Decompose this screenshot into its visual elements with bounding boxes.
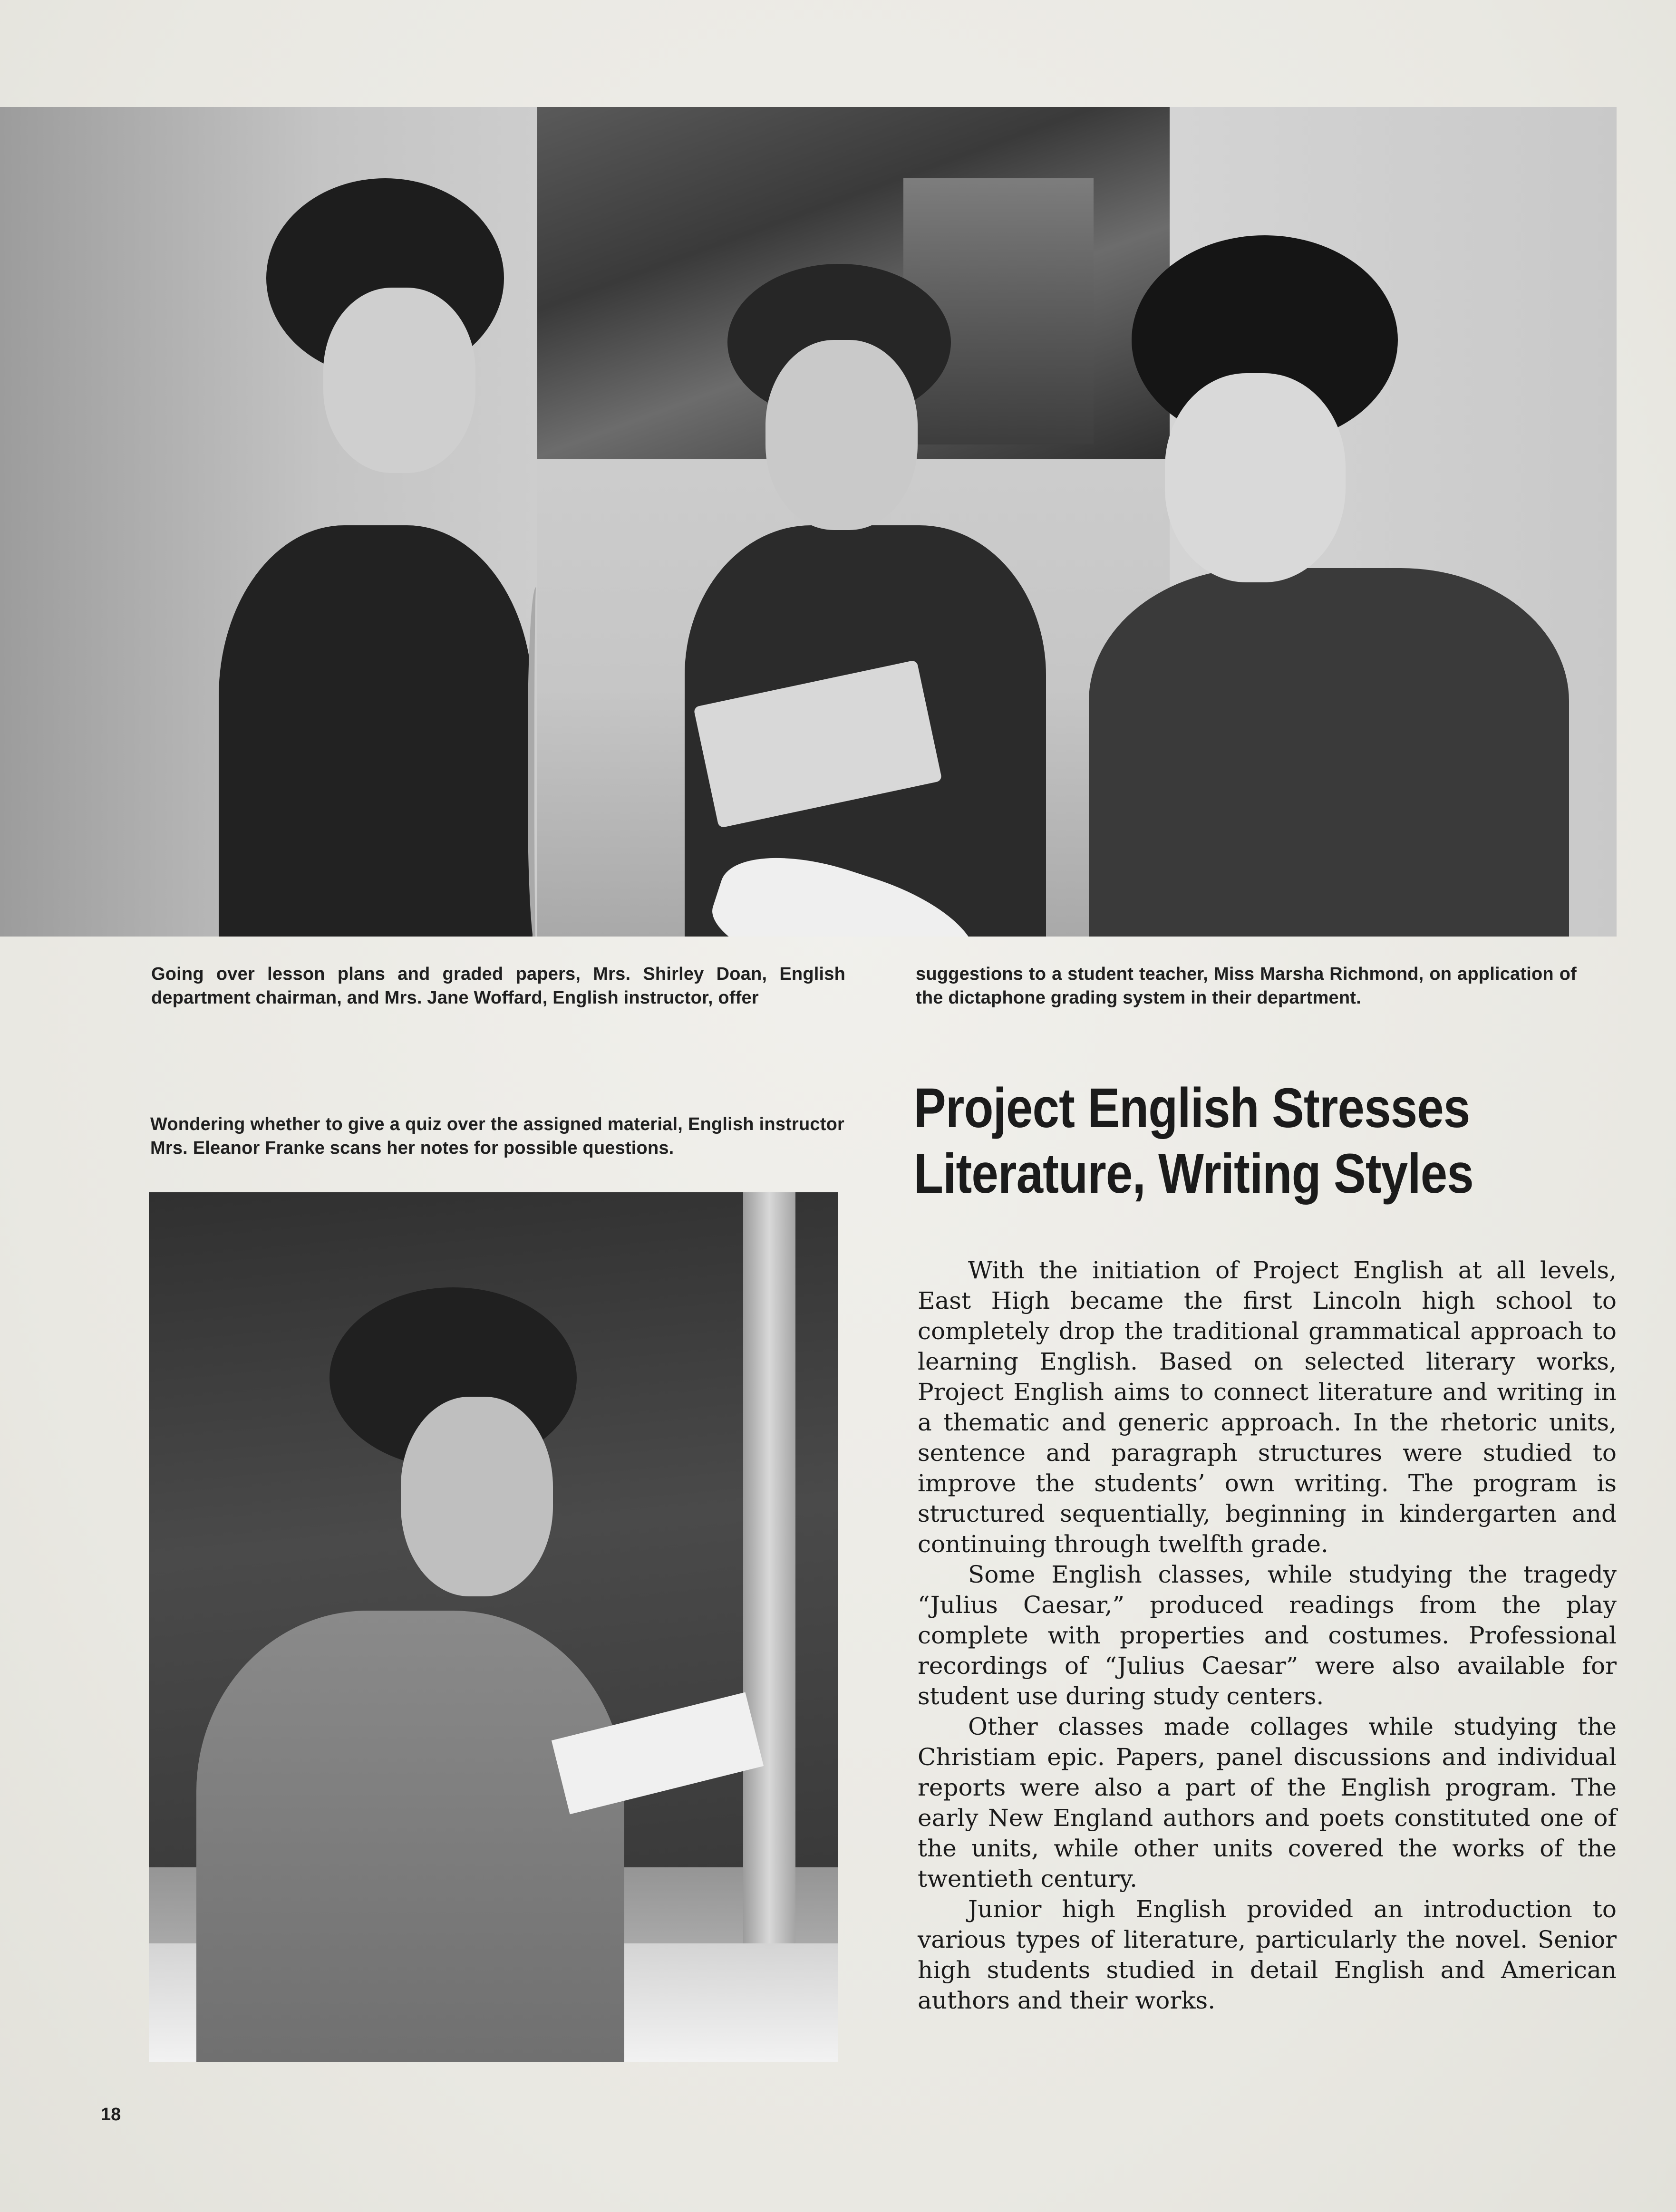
teachers-group-photo [0, 107, 1617, 937]
article-paragraph: Other classes made collages while studying the Christiam epic. Papers, panel discussions and individual reports were also a part of the English program. The early New England authors and poets constituted one of the units, while other units covered the works of the twentieth century. [918, 1713, 1617, 1893]
dictaphone-cord [528, 587, 549, 937]
student-teacher-body [1089, 568, 1569, 937]
teacher-reading-photo [149, 1192, 838, 2062]
photo-caption-right: suggestions to a student teacher, Miss Marsha Richmond, on application of the dictaphone grading system in their department. [916, 964, 1577, 1008]
photo-caption-left: Going over lesson plans and graded papers, Mrs. Shirley Doan, English department chairman, and Mrs. Jane Woffard, English instructor, offer [151, 964, 845, 1008]
teacher-left-face [323, 288, 475, 473]
teacher-left-body [219, 525, 533, 937]
article-headline [914, 1075, 1519, 1207]
student-teacher-face [1165, 373, 1346, 582]
teacher-face [401, 1397, 553, 1596]
teacher-body [196, 1611, 624, 2062]
article-paragraph: With the initiation of Project English at all levels, East High became the first Lincoln high school to completely drop the traditional grammatical approach to learning English. Based on selected literary works, Project English aims to connect literature and writing in a thematic and generic approach. In the rhetoric units, sentence and paragraph structures were studied to improve the students’ own writing. The program is structured sequentially, beginning in kindergarten and continuing through twelfth grade. [918, 1256, 1617, 1558]
article-paragraph: Some English classes, while studying the tragedy “Julius Caesar,” produced readings from the play complete with properties and costumes. Professional recordings of “Julius Caesar” were also available for student use during study centers. [918, 1561, 1617, 1710]
headline-line-1: Project English Stresses [914, 1077, 1470, 1140]
wall-pillar [743, 1192, 795, 2062]
article-paragraph: Junior high English provided an introduction to various types of literature, particularly the novel. Senior high students studied in detail English and American authors and their works. [918, 1895, 1617, 2014]
photo-caption-franke: Wondering whether to give a quiz over the assigned material, English instructor Mrs. Eleanor Franke scans her notes for possible questions. [150, 1114, 844, 1158]
article-body [918, 1255, 1617, 2016]
headline-line-2: Literature, Writing Styles [914, 1142, 1473, 1205]
teacher-center-face [765, 340, 918, 530]
page-number: 18 [101, 2105, 121, 2125]
